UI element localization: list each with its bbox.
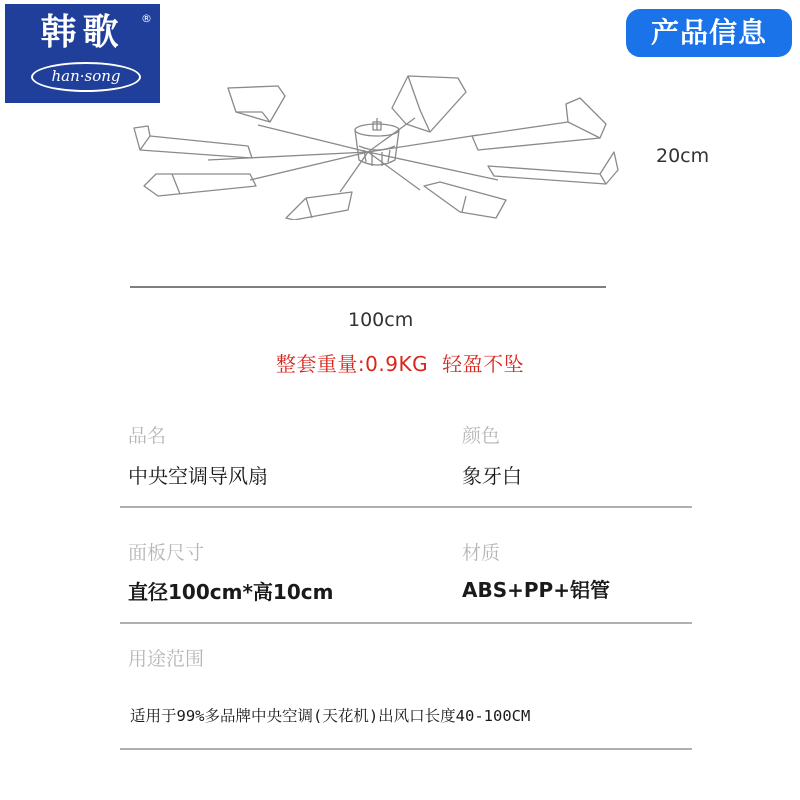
brand-name-en: han·song: [31, 62, 141, 92]
color-value: 象牙白: [462, 464, 522, 488]
registered-mark: ®: [141, 12, 152, 25]
product-name-label: 品名: [128, 425, 167, 447]
divider: [120, 748, 692, 750]
weight-tagline: 轻盈不坠: [442, 352, 525, 376]
usage-value: 适用于99%多品牌中央空调(天花机)出风口长度40-100CM: [130, 707, 531, 725]
fan-arms: [134, 76, 618, 220]
material-value: ABS+PP+铝管: [462, 578, 610, 602]
brand-name-cn: 韩歌: [40, 11, 125, 53]
usage-label: 用途范围: [128, 648, 205, 670]
panel-size-value: 直径100cm*高10cm: [128, 580, 334, 604]
weight-value: 整套重量:0.9KG: [275, 352, 429, 376]
width-dimension-line: [130, 284, 610, 290]
panel-size-label: 面板尺寸: [128, 542, 205, 564]
product-name-value: 中央空调导风扇: [128, 464, 268, 488]
color-label: 颜色: [462, 425, 501, 447]
height-dimension-label: 20cm: [656, 145, 710, 167]
width-dimension-label: 100cm: [348, 309, 414, 331]
weight-note: [0, 348, 800, 377]
divider: [120, 506, 692, 508]
product-drawing: [120, 60, 640, 220]
material-label: 材质: [462, 542, 501, 564]
divider: [120, 622, 692, 624]
product-info-badge: 产品信息: [626, 9, 792, 57]
